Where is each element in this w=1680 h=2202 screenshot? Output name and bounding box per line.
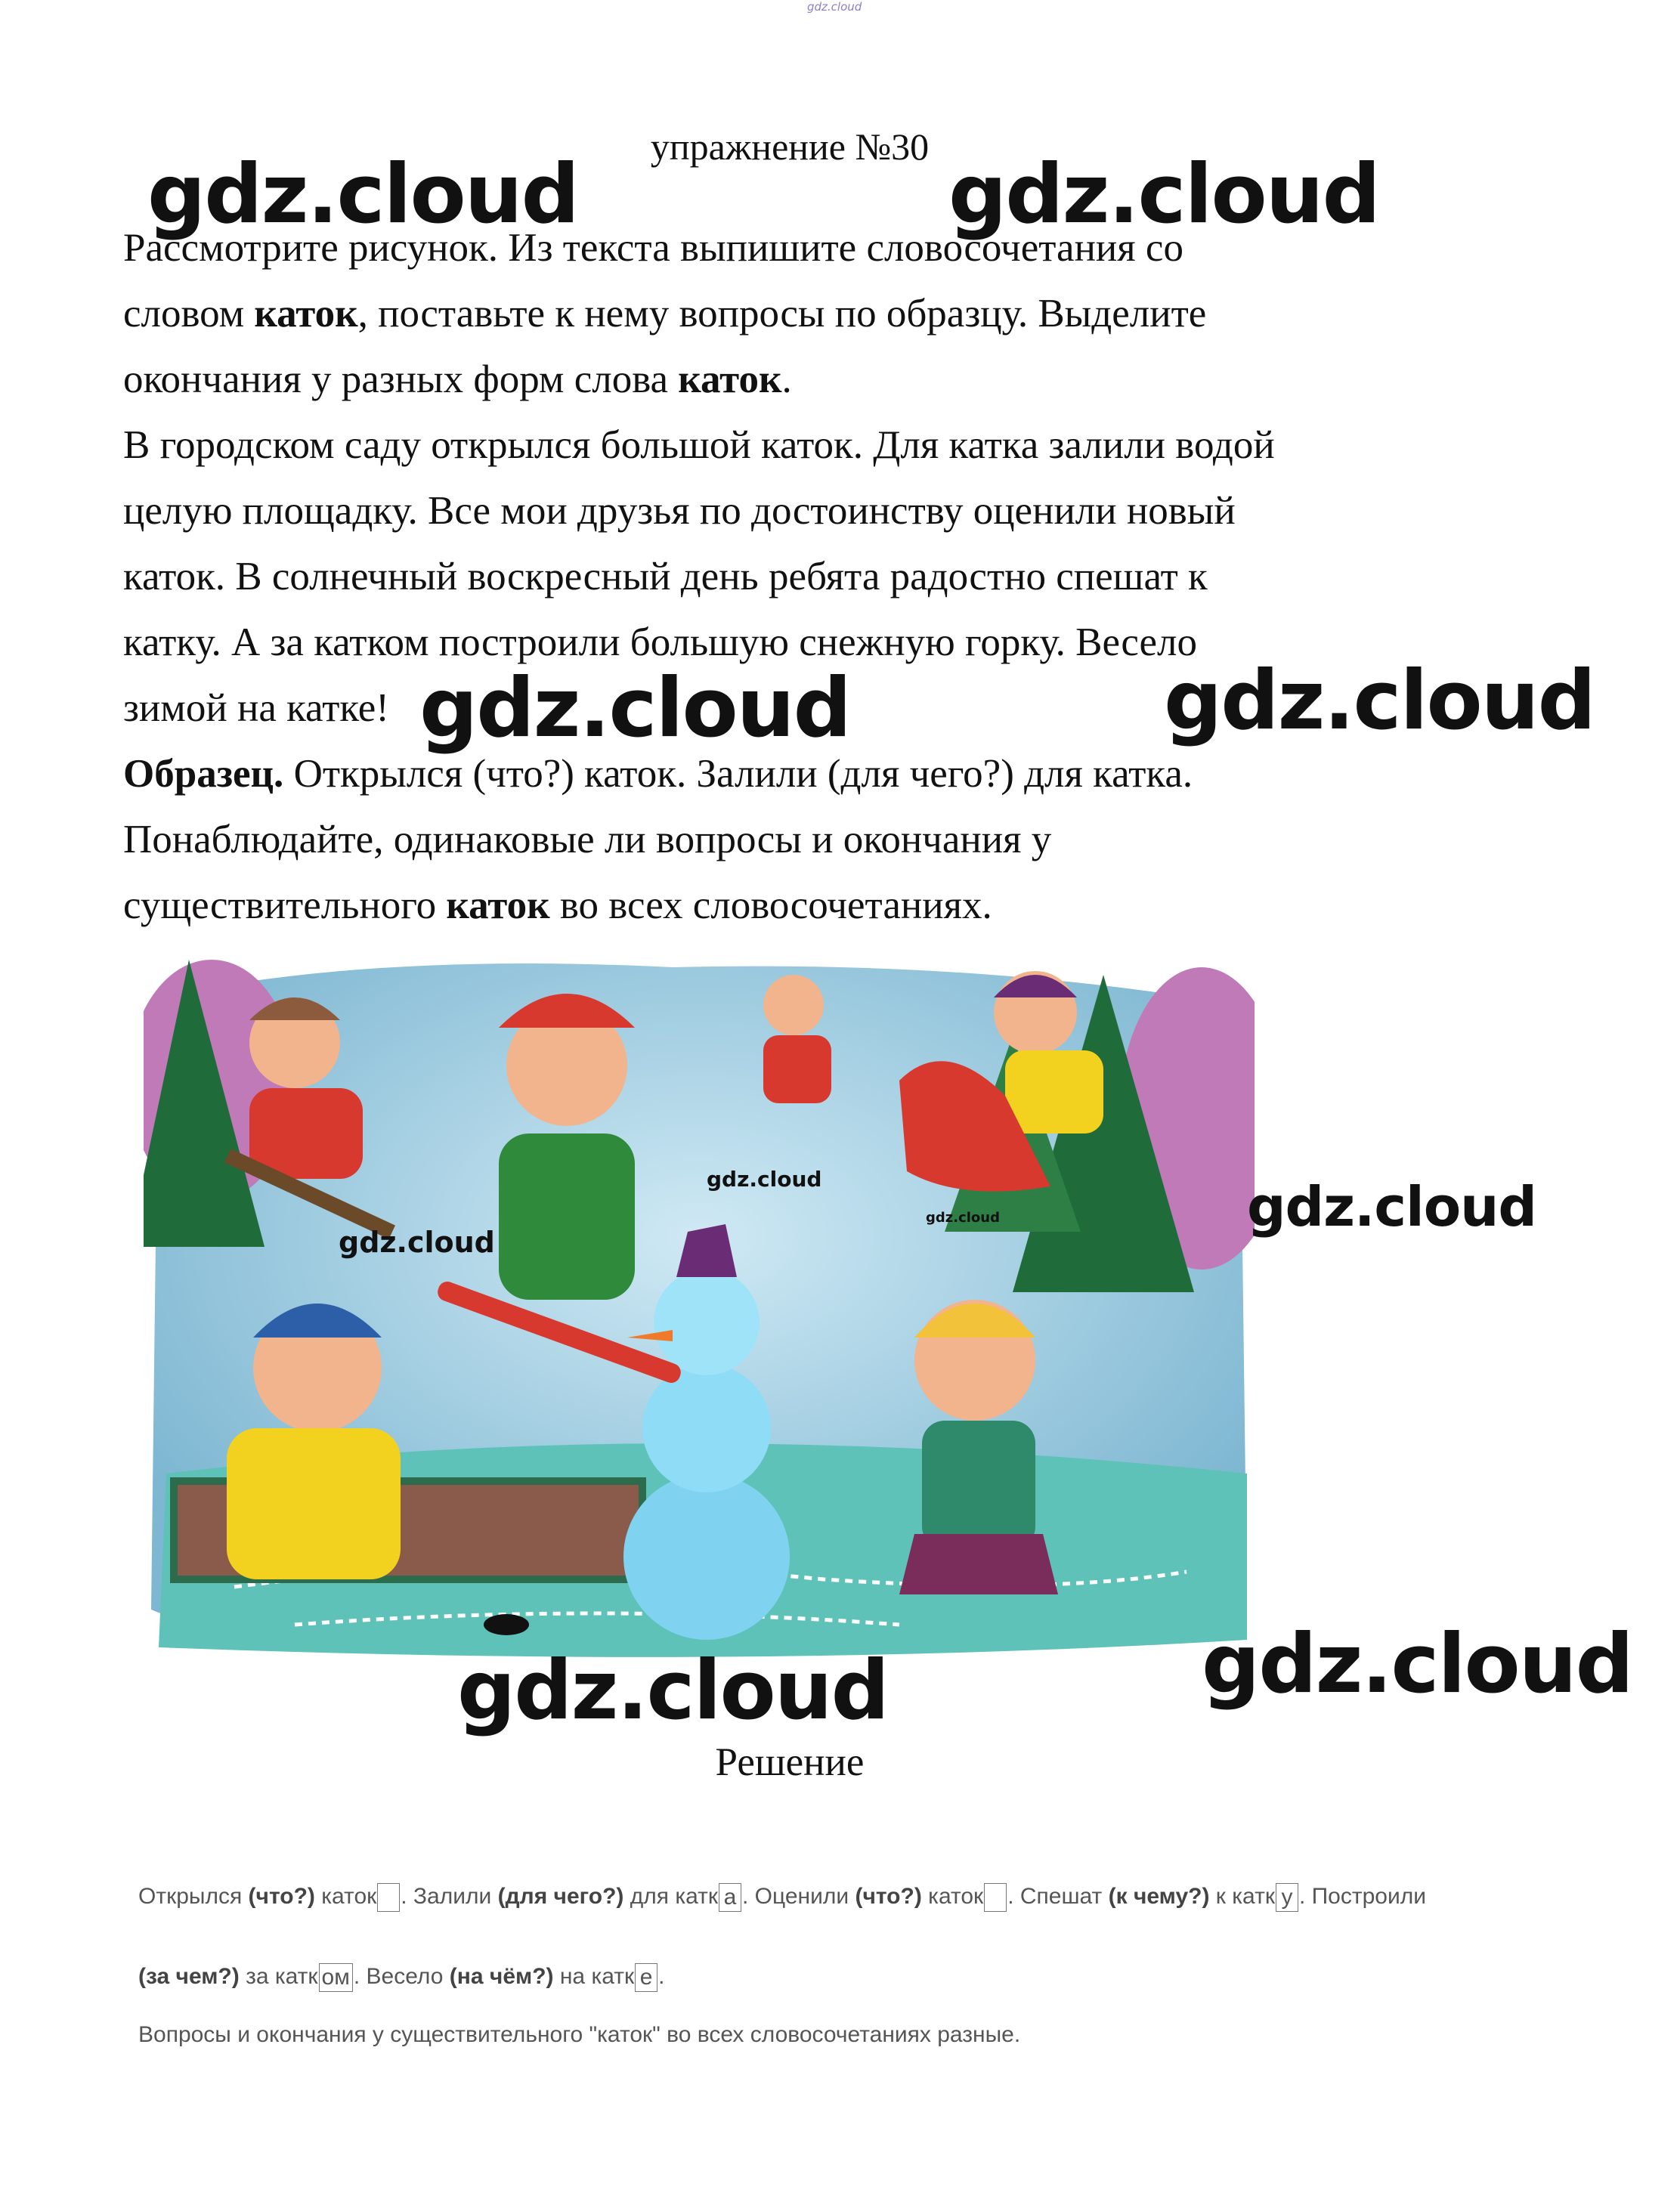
solution-text: каток (314, 1883, 377, 1909)
ending-box: а (719, 1883, 741, 1912)
solution-text: . Оценили (742, 1883, 855, 1909)
solution-question: (на чём?) (449, 1963, 554, 1989)
ending-box: у (1276, 1883, 1298, 1912)
solution-title: Решение (715, 1740, 865, 1784)
watermark: gdz.cloud (1247, 1175, 1536, 1239)
solution-text: каток (921, 1883, 984, 1909)
solution-row (138, 1963, 664, 1992)
child-snowboarder (763, 975, 824, 1035)
solution-question: (к чему?) (1108, 1883, 1210, 1909)
task-text (123, 215, 1559, 939)
solution-text: на катк (553, 1963, 635, 1989)
ending-box (377, 1883, 400, 1912)
solution-text: к катк (1209, 1883, 1275, 1909)
task-line: словом каток, поставьте к нему вопросы по образцу. Выделите (123, 292, 1207, 336)
watermark: gdz.cloud (1164, 654, 1595, 748)
watermark: gdz.cloud (1202, 1617, 1632, 1712)
watermark: gdz.cloud (419, 661, 850, 756)
solution-question: (что?) (855, 1883, 922, 1909)
winter-illustration (144, 945, 1255, 1670)
solution-conclusion: Вопросы и окончания у существительного "каток" во всех словосочетаниях разные. (138, 2022, 1021, 2047)
watermark: gdz.cloud (926, 1210, 1000, 1226)
solution-text: . Залили (401, 1883, 498, 1909)
solution-text: . Спешат (1007, 1883, 1109, 1909)
sample-line: Образец. Открылся (что?) каток. Залили (для чего?) для катка. (123, 752, 1193, 796)
top-watermark: gdz.cloud (807, 0, 862, 14)
sample-line: существительного каток во всех словосочетаниях. (123, 883, 992, 927)
watermark: gdz.cloud (948, 147, 1379, 242)
sample-line: Понаблюдайте, одинаковые ли вопросы и окончания у (123, 818, 1052, 861)
text-line: зимой на катке! (123, 686, 389, 730)
snowman (623, 1474, 790, 1640)
solution-text: Открылся (138, 1883, 249, 1909)
solution-text: для катк (623, 1883, 718, 1909)
hockey-puck (484, 1614, 529, 1635)
text-line: В городском саду открылся большой каток. Для катка залили водой (123, 423, 1275, 467)
solution-text: . Построили (1298, 1883, 1426, 1909)
solution-question: (для чего?) (497, 1883, 624, 1909)
ending-box: ом (319, 1963, 353, 1992)
solution-text: . (658, 1963, 665, 1989)
text-line: целую площадку. Все мои друзья по достоинству оценили новый (123, 489, 1236, 533)
watermark: gdz.cloud (339, 1226, 495, 1259)
watermark: gdz.cloud (707, 1167, 822, 1192)
exercise-title: упражнение №30 (650, 125, 930, 168)
text-line: катку. А за катком построили большую снежную горку. Весело (123, 620, 1197, 664)
solution-row (138, 1883, 1426, 1912)
ending-box: е (635, 1963, 657, 1992)
solution-question: (за чем?) (138, 1963, 240, 1989)
solution-question: (что?) (248, 1883, 315, 1909)
task-line: окончания у разных форм слова каток. (123, 357, 792, 401)
solution-text: . Весело (353, 1963, 450, 1989)
task-line: Рассмотрите рисунок. Из текста выпишите словосочетания со (123, 226, 1183, 270)
solution-text: за катк (239, 1963, 318, 1989)
watermark: gdz.cloud (457, 1644, 888, 1738)
ending-box (984, 1883, 1007, 1912)
text-line: каток. В солнечный воскресный день ребята радостно спешат к (123, 555, 1208, 598)
watermark: gdz.cloud (147, 147, 578, 242)
